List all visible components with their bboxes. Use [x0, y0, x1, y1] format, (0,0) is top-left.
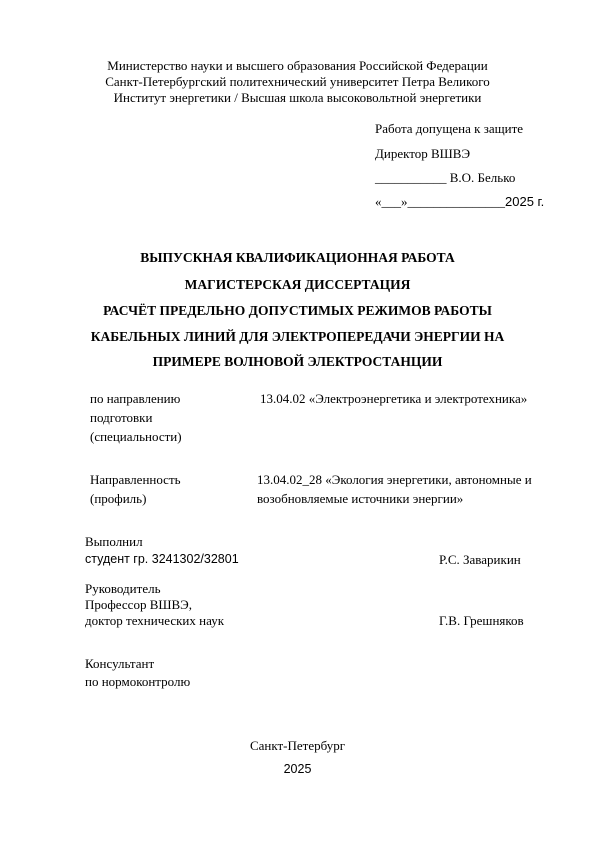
date-year: 2025 г. — [505, 194, 545, 209]
ministry-line: Министерство науки и высшего образования Российской Федерации — [107, 58, 488, 73]
date-blank: «___»_______________ — [375, 194, 505, 209]
supervisor-name: Г.В. Грешняков — [439, 613, 524, 628]
performer-name: Р.С. Заварикин — [439, 552, 521, 567]
approval-date — [375, 194, 544, 210]
direction-value: 13.04.02 «Электроэнергетика и электротехника» — [260, 391, 528, 406]
direction-label: по направлению подготовки (специальности) — [90, 391, 182, 444]
approval-director-title: Директор ВШВЭ — [375, 146, 471, 161]
footer-city: Санкт-Петербург — [249, 738, 346, 753]
profile-value: 13.04.02_28 «Экология энергетики, автономные и возобновляемые источники энергии» — [257, 472, 532, 506]
footer-year: 2025 — [283, 762, 312, 776]
approval-admitted: Работа допущена к защите — [375, 121, 524, 136]
topic-line-1: РАСЧЁТ ПРЕДЕЛЬНО ДОПУСТИМЫХ РЕЖИМОВ РАБОТЫ — [103, 303, 492, 318]
supervisor-position: Профессор ВШВЭ, — [85, 597, 192, 612]
topic-line-2: КАБЕЛЬНЫХ ЛИНИЙ ДЛЯ ЭЛЕКТРОПЕРЕДАЧИ ЭНЕРГИИ НА — [90, 329, 505, 344]
supervisor-label: Руководитель — [85, 581, 161, 596]
supervisor-degree: доктор технических наук — [85, 613, 225, 628]
consultant-area: по нормоконтролю — [85, 674, 191, 689]
work-subtype: МАГИСТЕРСКАЯ ДИССЕРТАЦИЯ — [184, 277, 411, 292]
performer-label: Выполнил — [85, 534, 143, 549]
consultant-label: Консультант — [85, 656, 155, 671]
director-name: В.О. Белько — [449, 170, 516, 185]
institute-line: Институт энергетики / Высшая школа высоковольтной энергетики — [113, 90, 482, 105]
topic-line-3: ПРИМЕРЕ ВОЛНОВОЙ ЭЛЕКТРОСТАНЦИИ — [152, 354, 443, 369]
profile-label: Направленность (профиль) — [90, 472, 181, 506]
performer-group: студент гр. 3241302/32801 — [85, 552, 239, 566]
university-line: Санкт-Петербургский политехнический университет Петра Великого — [105, 74, 490, 89]
signature-blank: ___________ — [375, 170, 447, 185]
work-type: ВЫПУСКНАЯ КВАЛИФИКАЦИОННАЯ РАБОТА — [140, 250, 455, 265]
approval-signature-line — [375, 170, 515, 186]
